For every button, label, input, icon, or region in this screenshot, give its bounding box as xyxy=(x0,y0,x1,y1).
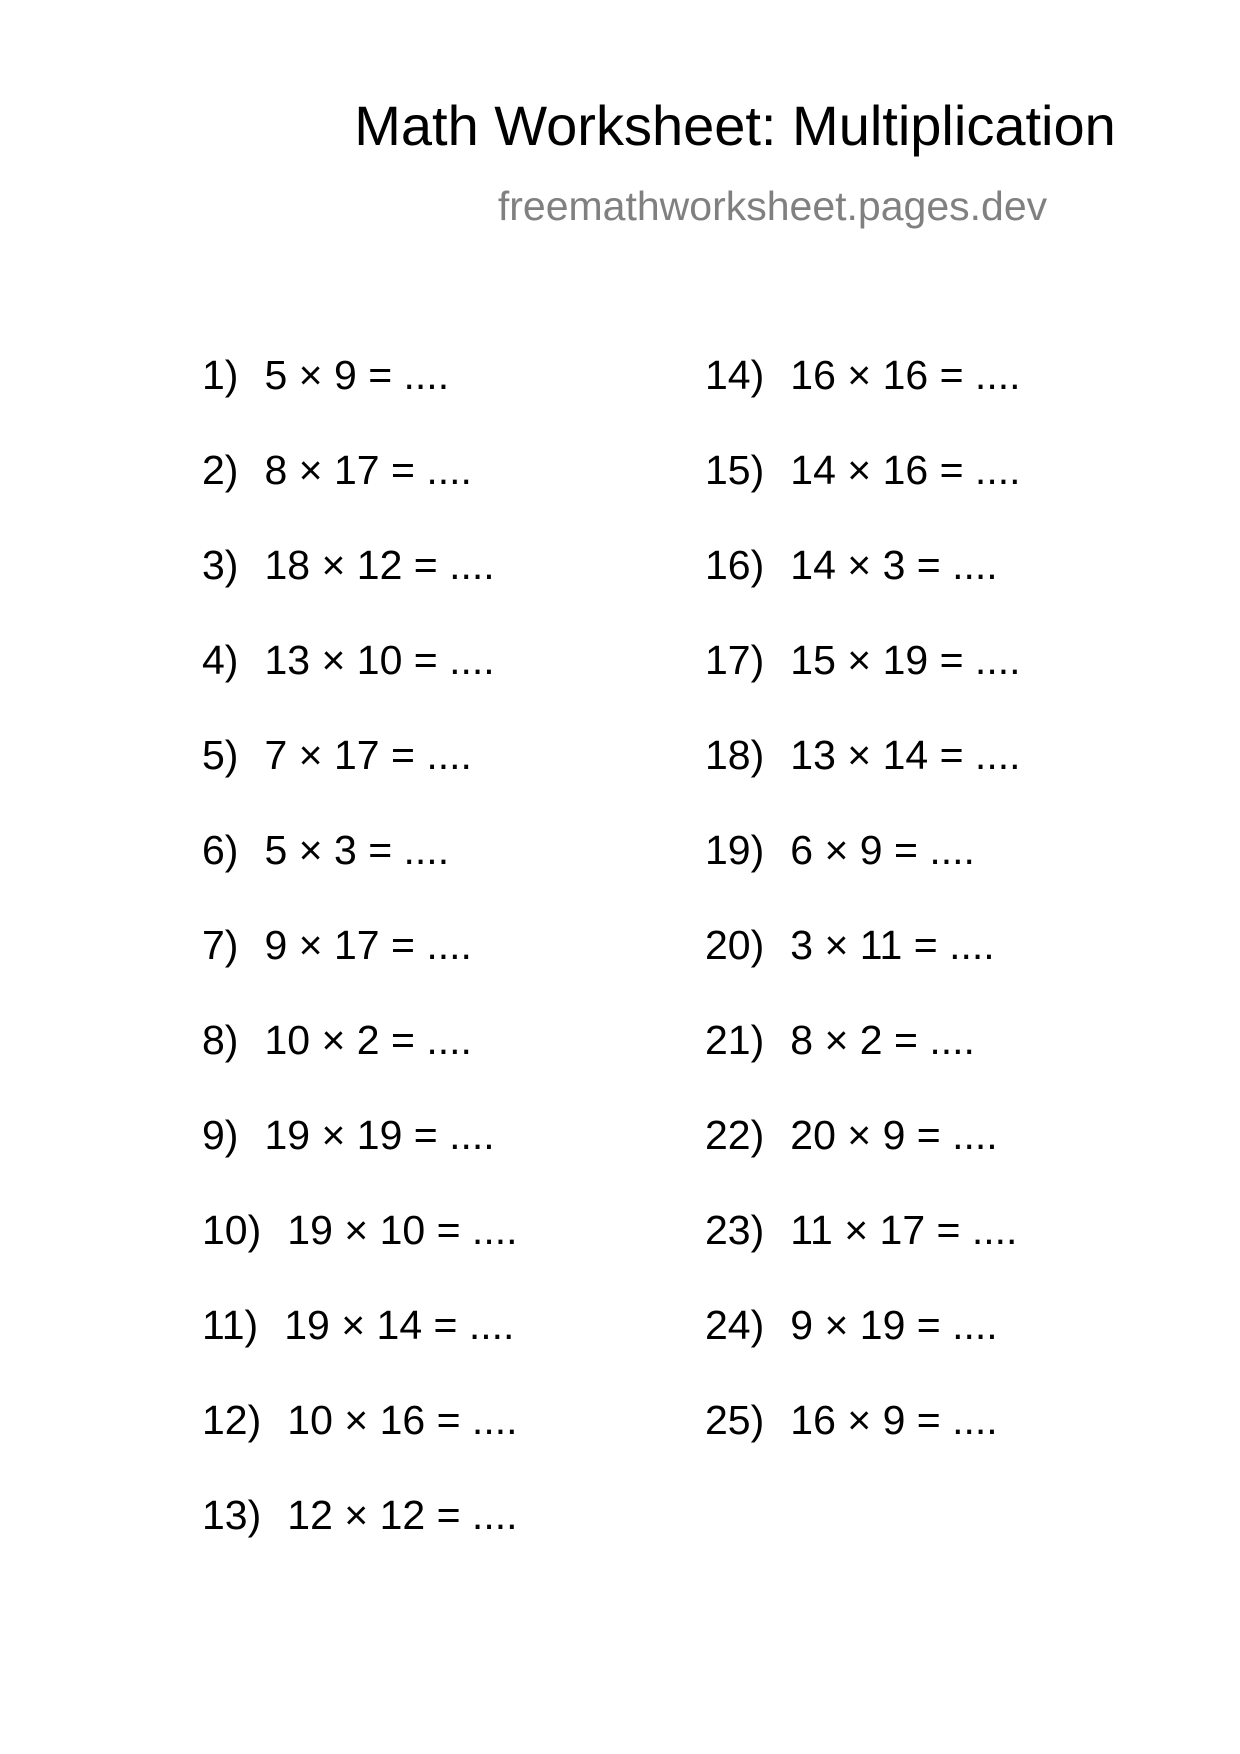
worksheet-source-url: freemathworksheet.pages.dev xyxy=(497,183,1048,229)
problem-expression: 14 × 16 = .... xyxy=(790,447,1021,493)
problem-expression: 10 × 2 = .... xyxy=(264,1017,472,1063)
worksheet-title: Math Worksheet: Multiplication xyxy=(354,94,1116,157)
problem-number: 9) xyxy=(202,1112,239,1158)
problem-expression: 14 × 3 = .... xyxy=(790,542,998,588)
problem-number: 23) xyxy=(705,1207,765,1253)
problem-expression: 12 × 12 = .... xyxy=(287,1492,518,1538)
problem-item xyxy=(705,1207,1021,1305)
problem-number: 6) xyxy=(202,827,239,873)
problem-expression: 16 × 16 = .... xyxy=(790,352,1021,398)
problem-item xyxy=(202,352,518,450)
problem-expression: 18 × 12 = .... xyxy=(264,542,495,588)
problem-expression: 19 × 10 = .... xyxy=(287,1207,518,1253)
problem-item xyxy=(705,1397,1021,1495)
problem-expression: 16 × 9 = .... xyxy=(790,1397,998,1443)
problem-expression: 9 × 19 = .... xyxy=(790,1302,998,1348)
problem-number: 20) xyxy=(705,922,765,968)
problem-expression: 5 × 9 = .... xyxy=(264,352,450,398)
problem-expression: 13 × 10 = .... xyxy=(264,637,495,683)
problem-number: 18) xyxy=(705,732,765,778)
problem-number: 5) xyxy=(202,732,239,778)
problem-number: 24) xyxy=(705,1302,765,1348)
problem-item xyxy=(705,542,1021,640)
problem-item xyxy=(705,1302,1021,1400)
problem-number: 12) xyxy=(202,1397,262,1443)
problem-item xyxy=(202,732,518,830)
problem-number: 19) xyxy=(705,827,765,873)
problem-expression: 15 × 19 = .... xyxy=(790,637,1021,683)
problem-item xyxy=(202,1302,518,1400)
problem-expression: 5 × 3 = .... xyxy=(264,827,450,873)
problem-item xyxy=(202,637,518,735)
problem-number: 8) xyxy=(202,1017,239,1063)
problem-number: 2) xyxy=(202,447,239,493)
problem-item xyxy=(705,922,1021,1020)
problem-number: 4) xyxy=(202,637,239,683)
problem-item xyxy=(202,447,518,545)
problem-expression: 13 × 14 = .... xyxy=(790,732,1021,778)
problem-item xyxy=(202,542,518,640)
problem-item xyxy=(705,1112,1021,1210)
problem-number: 21) xyxy=(705,1017,765,1063)
problem-expression: 11 × 17 = .... xyxy=(790,1207,1018,1253)
problem-number: 7) xyxy=(202,922,239,968)
problem-number: 25) xyxy=(705,1397,765,1443)
problem-number: 22) xyxy=(705,1112,765,1158)
problem-expression: 19 × 14 = .... xyxy=(284,1302,515,1348)
problem-expression: 9 × 17 = .... xyxy=(264,922,472,968)
problem-item xyxy=(705,637,1021,735)
problem-item xyxy=(202,1397,518,1495)
problem-expression: 10 × 16 = .... xyxy=(287,1397,518,1443)
problem-number: 14) xyxy=(705,352,765,398)
problem-number: 13) xyxy=(202,1492,262,1538)
problem-expression: 6 × 9 = .... xyxy=(790,827,975,873)
problem-number: 17) xyxy=(705,637,765,683)
problem-item xyxy=(202,1207,518,1305)
problem-list-left xyxy=(202,352,518,1590)
problem-number: 16) xyxy=(705,542,765,588)
problem-number: 1) xyxy=(202,352,239,398)
problem-number: 10) xyxy=(202,1207,262,1253)
problem-list-right xyxy=(705,352,1021,1495)
problem-item xyxy=(202,827,518,925)
problem-item xyxy=(705,352,1021,450)
problem-expression: 7 × 17 = .... xyxy=(264,732,472,778)
problem-item xyxy=(202,1492,518,1590)
problem-expression: 19 × 19 = .... xyxy=(264,1112,495,1158)
problem-item xyxy=(202,1112,518,1210)
problem-item xyxy=(202,1017,518,1115)
problem-expression: 20 × 9 = .... xyxy=(790,1112,998,1158)
problem-item xyxy=(202,922,518,1020)
problem-item xyxy=(705,827,1021,925)
problem-expression: 8 × 2 = .... xyxy=(790,1017,975,1063)
problem-number: 3) xyxy=(202,542,239,588)
problem-expression: 3 × 11 = .... xyxy=(790,922,995,968)
problem-number: 11) xyxy=(202,1302,259,1348)
problem-number: 15) xyxy=(705,447,765,493)
problem-item xyxy=(705,1017,1021,1115)
problem-item xyxy=(705,732,1021,830)
problem-item xyxy=(705,447,1021,545)
problem-expression: 8 × 17 = .... xyxy=(264,447,472,493)
